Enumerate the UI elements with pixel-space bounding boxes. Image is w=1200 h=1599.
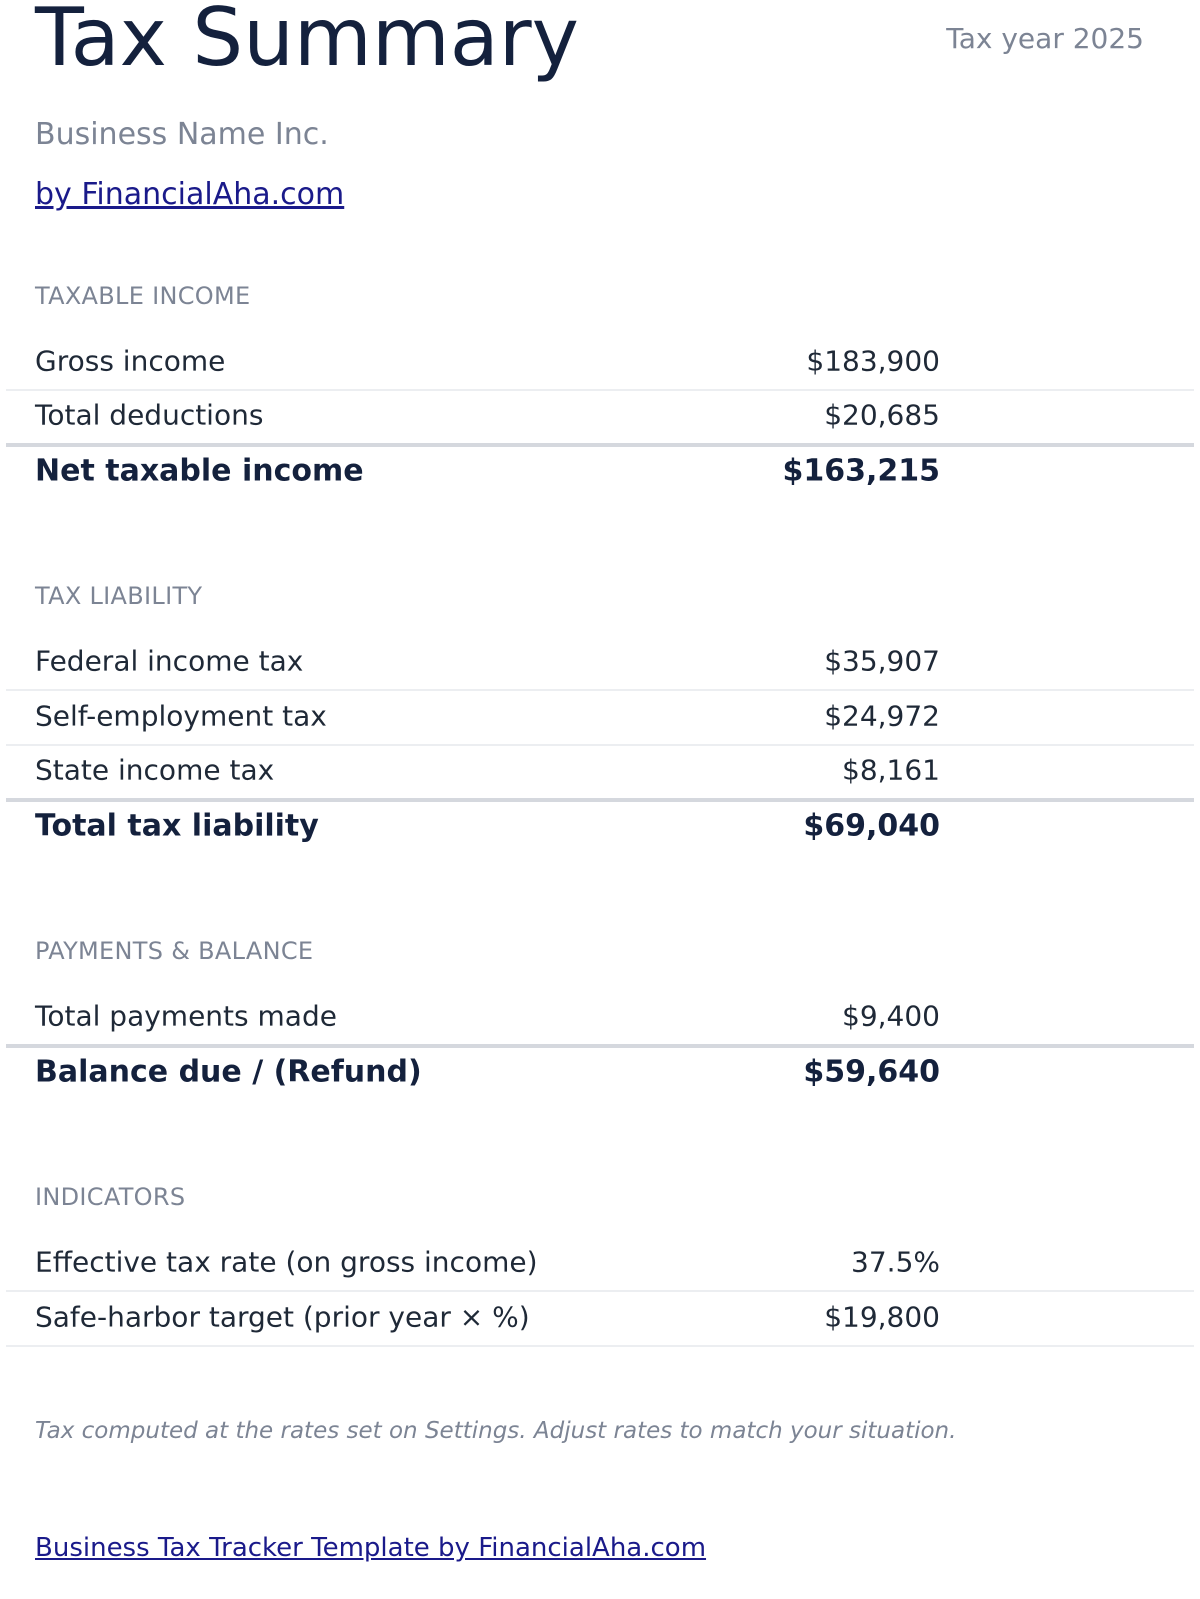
row-label: Safe-harbor target (prior year × %) <box>35 1300 530 1334</box>
total-value: $163,215 <box>782 453 940 489</box>
section-label-tax-liability: TAX LIABILITY <box>35 582 203 610</box>
section-label-indicators: INDICATORS <box>35 1183 186 1211</box>
row-value: $19,800 <box>824 1300 940 1334</box>
row-label: Federal income tax <box>35 644 304 678</box>
row-value: $9,400 <box>842 999 940 1033</box>
footnote: Tax computed at the rates set on Settings. Adjust rates to match your situation. <box>35 1418 957 1444</box>
row-label: Self-employment tax <box>35 699 327 733</box>
table-row <box>6 688 1194 746</box>
table-row <box>6 742 1194 802</box>
section-label-payments: PAYMENTS & BALANCE <box>35 937 314 965</box>
total-row <box>6 1044 1194 1100</box>
table-row <box>6 333 1194 391</box>
total-row <box>6 798 1194 854</box>
total-label: Balance due / (Refund) <box>35 1054 422 1090</box>
row-value: $24,972 <box>824 699 940 733</box>
total-value: $59,640 <box>803 1054 940 1090</box>
tax-year-label: Tax year 2025 <box>946 22 1144 55</box>
page-title: Tax Summary <box>35 0 580 84</box>
row-label: Total deductions <box>35 398 264 432</box>
table-row <box>6 633 1194 691</box>
total-value: $69,040 <box>803 808 940 844</box>
financialaha-link[interactable]: by FinancialAha.com <box>35 177 345 212</box>
row-value: $35,907 <box>824 644 940 678</box>
total-label: Total tax liability <box>35 808 319 844</box>
table-row <box>6 1234 1194 1292</box>
row-value: $20,685 <box>824 398 940 432</box>
section-label-taxable-income: TAXABLE INCOME <box>35 282 251 310</box>
footer-template-link[interactable]: Business Tax Tracker Template by FinancialAha.com <box>35 1533 707 1563</box>
total-label: Net taxable income <box>35 453 364 489</box>
row-value: 37.5% <box>851 1245 940 1279</box>
row-label: Gross income <box>35 344 226 378</box>
row-value: $8,161 <box>842 753 940 787</box>
row-value: $183,900 <box>806 344 940 378</box>
row-label: Effective tax rate (on gross income) <box>35 1245 538 1279</box>
total-row <box>6 443 1194 499</box>
row-label: Total payments made <box>35 999 337 1033</box>
table-row <box>6 387 1194 447</box>
business-name: Business Name Inc. <box>35 117 329 152</box>
table-row <box>6 1289 1194 1347</box>
table-row <box>6 988 1194 1048</box>
row-label: State income tax <box>35 753 275 787</box>
